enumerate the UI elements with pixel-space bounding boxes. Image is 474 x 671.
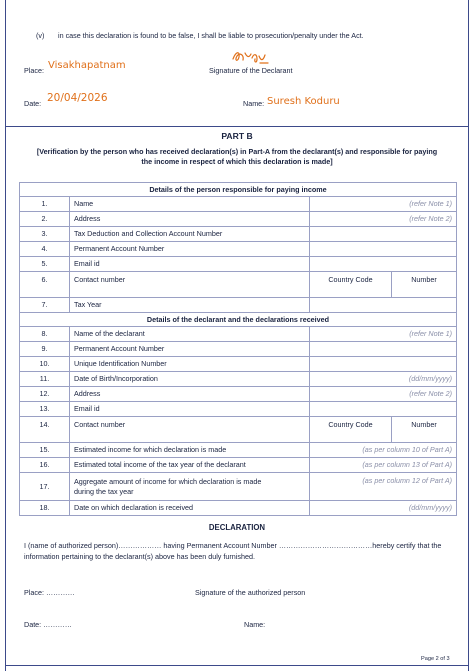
row-number: 4.	[20, 242, 70, 257]
row-label: Name of the declarant	[70, 327, 310, 342]
country-code-field[interactable]: Country Code	[310, 417, 392, 443]
table-row	[20, 342, 457, 357]
row-label	[70, 473, 310, 501]
section-divider	[5, 126, 469, 127]
row-label-line1: Aggregate amount of income for which declaration is made	[74, 476, 262, 486]
row-number: 2.	[20, 212, 70, 227]
row-label: Permanent Account Number	[70, 342, 310, 357]
row-number: 1.	[20, 197, 70, 212]
row-label: Address	[70, 387, 310, 402]
page-number: Page 2 of 3	[421, 656, 450, 662]
row-value-field[interactable]: (dd/mm/yyyy)	[310, 501, 457, 516]
declaration-name: Name:	[244, 620, 266, 629]
place-label: Place:	[24, 66, 44, 75]
row-number: 11.	[20, 372, 70, 387]
table-row	[20, 473, 457, 501]
row-value-field[interactable]: (refer Note 2)	[310, 212, 457, 227]
row-number: 7.	[20, 298, 70, 313]
row-label: Tax Year	[70, 298, 310, 313]
table-row	[20, 227, 457, 242]
table-row	[20, 372, 457, 387]
declaration-title: DECLARATION	[208, 523, 266, 532]
table-row	[20, 242, 457, 257]
row-number: 9.	[20, 342, 70, 357]
row-number: 6.	[20, 272, 70, 298]
row-value-field[interactable]: (dd/mm/yyyy)	[310, 372, 457, 387]
row-value-field[interactable]: (refer Note 2)	[310, 387, 457, 402]
row-value-field[interactable]: (refer Note 1)	[310, 197, 457, 212]
signature-label: Signature of the Declarant	[209, 66, 293, 75]
row-value-field[interactable]	[310, 242, 457, 257]
row-number: 3.	[20, 227, 70, 242]
table-row	[20, 357, 457, 372]
row-value-field[interactable]	[310, 257, 457, 272]
details-table	[19, 182, 457, 516]
row-label: Date on which declaration is received	[70, 501, 310, 516]
section1-title: Details of the person responsible for paying income	[20, 183, 457, 197]
row-label: Name	[70, 197, 310, 212]
row-number: 12.	[20, 387, 70, 402]
row-value-field[interactable]: (as per column 12 of Part A)	[310, 473, 457, 501]
table-row	[20, 212, 457, 227]
date-value: 20/04/2026	[47, 92, 108, 104]
row-label: Address	[70, 212, 310, 227]
table-row	[20, 298, 457, 313]
section2-title: Details of the declarant and the declarations received	[20, 313, 457, 327]
row-value-field[interactable]: (refer Note 1)	[310, 327, 457, 342]
name-label: Name:	[243, 99, 265, 108]
row-label: Tax Deduction and Collection Account Number	[70, 227, 310, 242]
row-value-field[interactable]: (as per column 10 of Part A)	[310, 443, 457, 458]
row-label: Email id	[70, 257, 310, 272]
country-code-field[interactable]: Country Code	[310, 272, 392, 298]
row-label-line2: during the tax year	[74, 486, 134, 496]
row-value-field[interactable]	[310, 402, 457, 417]
row-number: 8.	[20, 327, 70, 342]
table-row	[20, 402, 457, 417]
row-number: 10.	[20, 357, 70, 372]
row-value-field[interactable]	[310, 298, 457, 313]
declaration-line-2: information pertaining to the declarant(s) above has been duly furnished.	[24, 552, 255, 561]
row-label: Estimated income for which declaration is made	[70, 443, 310, 458]
frame-bottom	[5, 665, 469, 666]
declaration-line-1: I (name of authorized person)……………… having Permanent Account Number …………………………………hereby certify that the	[24, 541, 442, 550]
frame-left	[5, 0, 6, 671]
row-label: Contact number	[70, 272, 310, 298]
clause-text: in case this declaration is found to be false, I shall be liable to prosecution/penalty under the Act.	[58, 31, 364, 40]
row-number: 15.	[20, 443, 70, 458]
row-label: Unique Identification Number	[70, 357, 310, 372]
part-b-subtitle-2: the income in respect of which this declaration is made]	[141, 157, 333, 166]
row-number: 16.	[20, 458, 70, 473]
row-value-field[interactable]	[310, 357, 457, 372]
clause-number: (v)	[36, 31, 45, 40]
table-row	[20, 458, 457, 473]
part-b-title: PART B	[221, 131, 253, 141]
date-label: Date:	[24, 99, 42, 108]
table-row	[20, 387, 457, 402]
table-row	[20, 197, 457, 212]
contact-number-field[interactable]: Number	[392, 417, 457, 443]
table-row	[20, 327, 457, 342]
row-label: Email id	[70, 402, 310, 417]
row-number: 18.	[20, 501, 70, 516]
table-row	[20, 501, 457, 516]
row-number: 14.	[20, 417, 70, 443]
table-row	[20, 417, 457, 443]
table-row	[20, 443, 457, 458]
contact-number-field[interactable]: Number	[392, 272, 457, 298]
row-label: Permanent Account Number	[70, 242, 310, 257]
frame-right	[468, 0, 469, 671]
part-b-subtitle-1: [Verification by the person who has received declaration(s) in Part-A from the declarant(s) and responsible for paying	[36, 147, 438, 156]
row-number: 17.	[20, 473, 70, 501]
row-value-field[interactable]	[310, 227, 457, 242]
place-value: Visakhapatnam	[48, 60, 126, 71]
declaration-place: Place: …………	[24, 588, 75, 597]
name-value: Suresh Koduru	[267, 96, 340, 107]
row-number: 13.	[20, 402, 70, 417]
declaration-signature: Signature of the authorized person	[195, 588, 306, 597]
table-row	[20, 257, 457, 272]
row-number: 5.	[20, 257, 70, 272]
row-label: Contact number	[70, 417, 310, 443]
row-value-field[interactable]: (as per column 13 of Part A)	[310, 458, 457, 473]
table-row	[20, 272, 457, 298]
declaration-date: Date: …………	[24, 620, 72, 629]
row-label: Date of Birth/Incorporation	[70, 372, 310, 387]
row-value-field[interactable]	[310, 342, 457, 357]
row-label: Estimated total income of the tax year of the declarant	[70, 458, 310, 473]
